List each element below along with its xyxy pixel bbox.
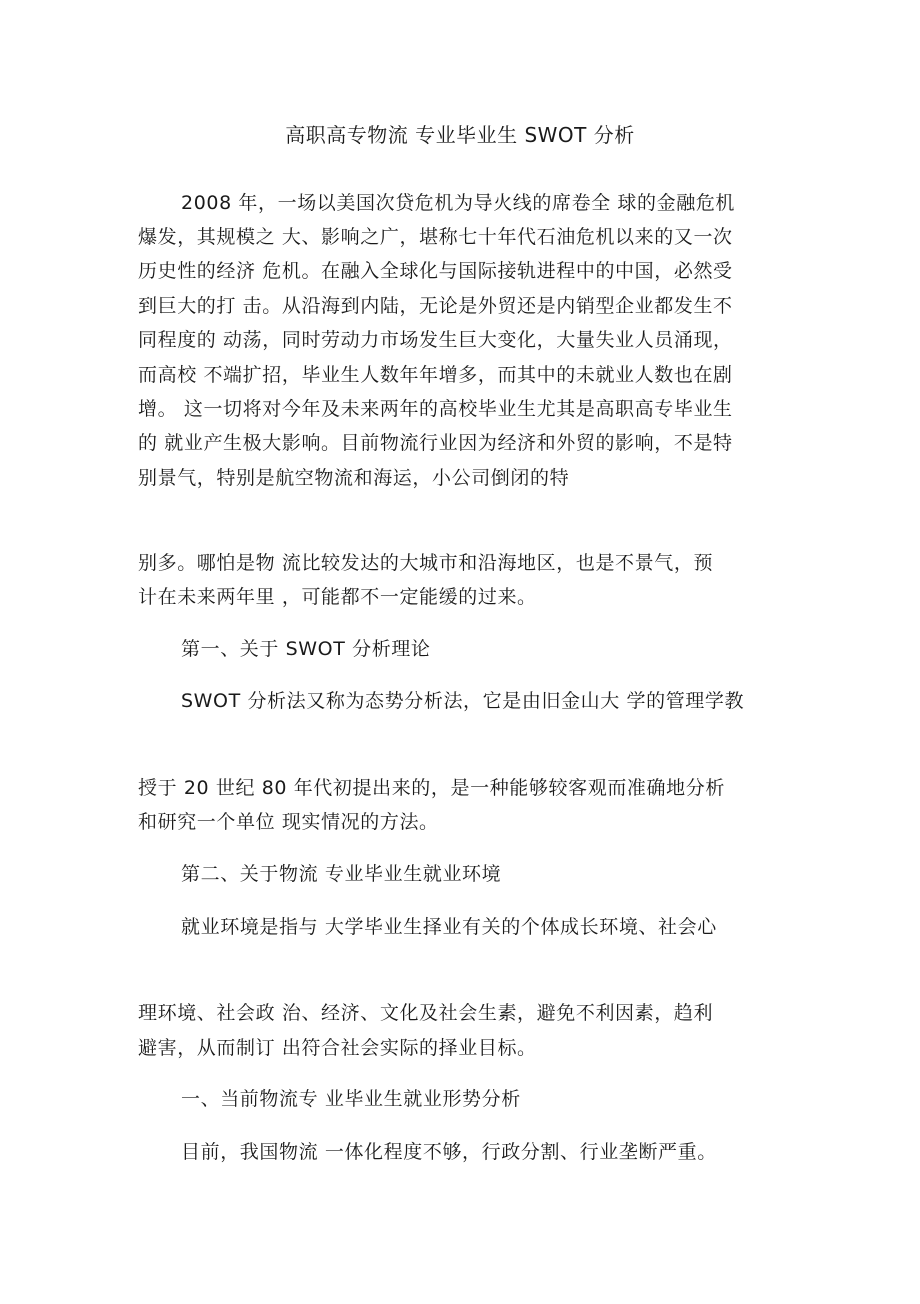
paragraph-line: 理环境、社会政 治、经济、文化及社会生素，避免不利因素，趋利 bbox=[138, 1002, 714, 1024]
paragraph-line: 2008 年，一场以美国次贷危机为导火线的席卷全 球的金融危机 bbox=[181, 192, 736, 214]
paragraph-line: 爆发，其规模之 大、影响之广，堪称七十年代石油危机以来的又一次 bbox=[138, 226, 733, 248]
paragraph-line: 的 就业产生极大影响。目前物流行业因为经济和外贸的影响，不是特 bbox=[138, 432, 733, 454]
paragraph-line: 目前，我国物流 一体化程度不够，行政分割、行业垄断严重。 bbox=[181, 1141, 717, 1163]
paragraph-line: 别多。哪怕是物 流比较发达的大城市和沿海地区，也是不景气，预 bbox=[138, 552, 714, 574]
paragraph-line: 计在未来两年里 ，可能都不一定能缓的过来。 bbox=[138, 586, 537, 608]
paragraph-line: 而高校 不端扩招，毕业生人数年年增多，而其中的未就业人数也在剧 bbox=[138, 364, 733, 386]
paragraph-line: 避害，从而制订 出符合社会实际的择业目标。 bbox=[138, 1037, 537, 1059]
paragraph-line: 授于 20 世纪 80 年代初提出来的，是一种能够较客观而准确地分析 bbox=[138, 777, 725, 799]
section-heading: 一、当前物流专 业毕业生就业形势分析 bbox=[181, 1088, 521, 1110]
document-title: 高职高专物流 专业毕业生 SWOT 分析 bbox=[285, 123, 635, 147]
paragraph-line: SWOT 分析法又称为态势分析法，它是由旧金山大 学的管理学教 bbox=[181, 690, 745, 712]
paragraph-line: 到巨大的打 击。从沿海到内陆，无论是外贸还是内销型企业都发生不 bbox=[138, 295, 733, 317]
paragraph-line: 同程度的 动荡，同时劳动力市场发生巨大变化，大量失业人员涌现， bbox=[138, 329, 733, 351]
paragraph-line: 和研究一个单位 现实情况的方法。 bbox=[138, 811, 439, 833]
paragraph-line: 就业环境是指与 大学毕业生择业有关的个体成长环境、社会心 bbox=[181, 916, 717, 938]
section-heading: 第二、关于物流 专业毕业生就业环境 bbox=[181, 863, 502, 885]
paragraph-line: 别景气，特别是航空物流和海运，小公司倒闭的特 bbox=[138, 467, 570, 489]
paragraph-line: 历史性的经济 危机。在融入全球化与国际接轨进程中的中国，必然受 bbox=[138, 260, 733, 282]
section-heading: 第一、关于 SWOT 分析理论 bbox=[181, 638, 431, 660]
paragraph-line: 增。 这一切将对今年及未来两年的高校毕业生尤其是高职高专毕业生 bbox=[138, 398, 733, 420]
